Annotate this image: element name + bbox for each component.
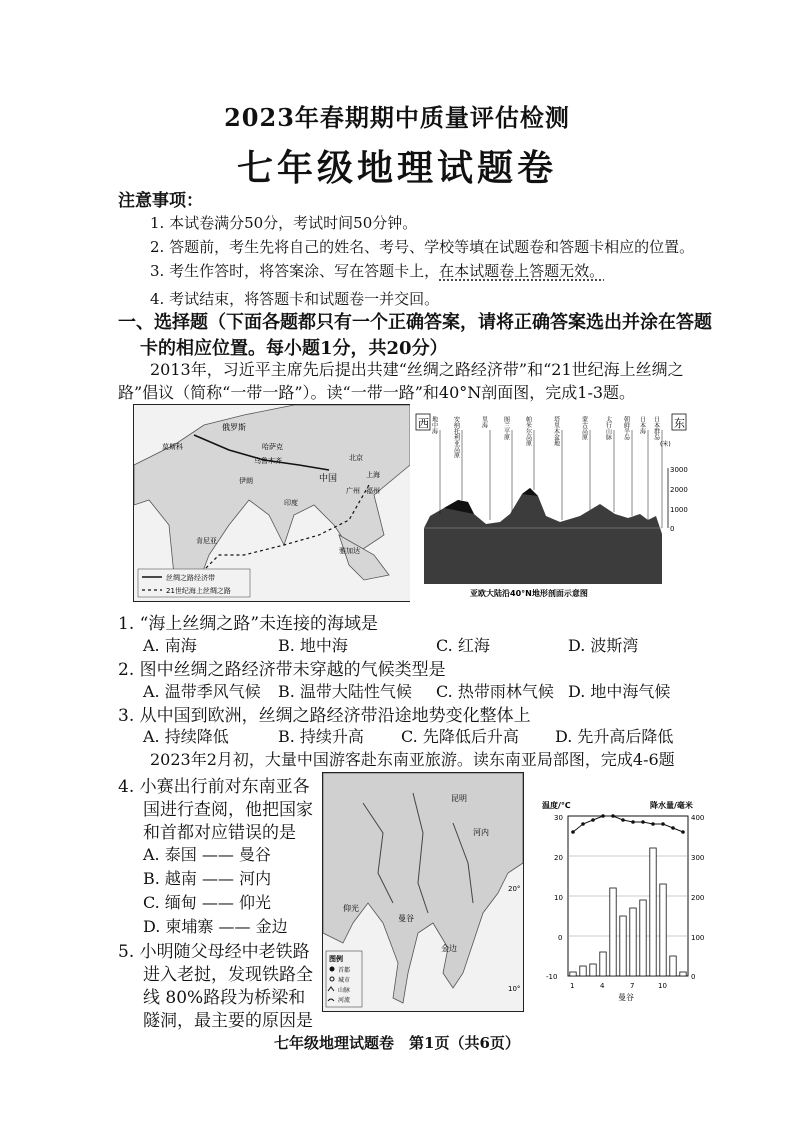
temp-point-month-9 bbox=[651, 822, 655, 826]
belt-road-map bbox=[133, 404, 411, 602]
notice-item-1: 1. 本试卷满分50分，考试时间50分钟。 bbox=[150, 214, 418, 232]
place-pamir: 帕米尔高原 bbox=[524, 416, 532, 446]
precip-bar-month-9 bbox=[650, 848, 656, 976]
terrain-profile-svg bbox=[410, 404, 690, 604]
right-tick-400: 400 bbox=[691, 814, 705, 822]
profile-east-label: 东 bbox=[674, 417, 685, 430]
map2-label-bangkok: 曼谷 bbox=[398, 914, 414, 923]
terrain-profile bbox=[410, 404, 690, 604]
notice-item-3-text: 3. 考生作答时，将答案涂、写在答题卡上， bbox=[150, 262, 440, 280]
legend-capital-label: 首都 bbox=[338, 967, 351, 974]
page-footer: 七年级地理试题卷 第1页（共6页） bbox=[274, 1034, 520, 1052]
question-5-stem-line3: 线 80%路段为桥梁和 bbox=[143, 988, 306, 1008]
map2-legend-title: 图例 bbox=[329, 955, 343, 963]
map1-label-india: 印度 bbox=[284, 499, 298, 507]
question-1-option-c[interactable]: C. 红海 bbox=[436, 636, 490, 655]
place-caspian: 里海 bbox=[480, 416, 488, 428]
precip-bar-month-8 bbox=[640, 900, 646, 976]
place-japan: 日本群岛 bbox=[652, 416, 660, 440]
map1-label-kenya: 肯尼亚 bbox=[196, 537, 217, 545]
question-4-option-a[interactable]: A. 泰国 —— 曼谷 bbox=[143, 845, 271, 864]
profile-unit: (米) bbox=[660, 441, 671, 448]
exam-title-line1: 2023年春期期中质量评估检测 bbox=[224, 103, 570, 132]
temp-point-month-11 bbox=[671, 826, 675, 830]
map1-label-moscow: 莫斯科 bbox=[162, 443, 183, 451]
temp-point-month-4 bbox=[601, 814, 605, 818]
map2-label-yangon: 仰光 bbox=[343, 904, 359, 913]
map2-lat-10: 10° bbox=[508, 985, 521, 993]
climate-chart-svg bbox=[540, 790, 715, 1010]
month-tick-7: 7 bbox=[630, 982, 635, 990]
precip-bar-month-1 bbox=[570, 972, 576, 976]
question-3-option-a[interactable]: A. 持续降低 bbox=[143, 727, 229, 746]
belt-road-map-svg bbox=[134, 405, 410, 601]
section-heading-line1: 一、选择题（下面各题都只有一个正确答案，请将正确答案选出并涂在答题 bbox=[118, 312, 712, 333]
place-sea-of-japan: 日本海 bbox=[638, 416, 646, 434]
question-5-stem-line1: 5. 小明随父母经中老铁路 bbox=[118, 942, 310, 962]
precip-bar-month-11 bbox=[670, 956, 676, 976]
question-2-option-b[interactable]: B. 温带大陆性气候 bbox=[278, 682, 412, 701]
climate-station-name: 曼谷 bbox=[618, 993, 634, 1002]
question-4-stem-line2: 国进行查阅，他把国家 bbox=[143, 800, 313, 820]
question-5-stem-line2: 进入老挝，发现铁路全 bbox=[143, 965, 313, 985]
temp-point-month-2 bbox=[581, 822, 585, 826]
question-4-stem-line3: 和首都对应错误的是 bbox=[143, 823, 296, 843]
exam-title-line2: 七年级地理试题卷 bbox=[236, 147, 557, 189]
question-2-stem: 2. 图中丝绸之路经济带未穿越的气候类型是 bbox=[118, 660, 446, 680]
right-tick-300: 300 bbox=[691, 854, 705, 862]
intro-line1: 2013年，习近平主席先后提出共建“丝绸之路经济带”和“21世纪海上丝绸之 bbox=[150, 360, 684, 379]
southeast-asia-map-svg bbox=[323, 773, 523, 1011]
profile-west-label: 西 bbox=[418, 417, 429, 430]
section-heading-line2: 卡的相应位置。每小题1分，共20分） bbox=[140, 338, 448, 359]
precip-bar-month-4 bbox=[600, 952, 606, 976]
map1-label-urumqi: 乌鲁木齐 bbox=[254, 457, 282, 465]
precip-bar-month-6 bbox=[620, 916, 626, 976]
notice-item-4: 4. 考试结束，将答题卡和试题卷一并交回。 bbox=[150, 290, 440, 308]
question-4-option-c[interactable]: C. 缅甸 —— 仰光 bbox=[143, 893, 272, 912]
place-tarim: 塔里木盆地 bbox=[552, 416, 560, 446]
temp-point-month-10 bbox=[661, 822, 665, 826]
temp-point-month-3 bbox=[591, 818, 595, 822]
map1-label-kazakhstan: 哈萨克 bbox=[262, 443, 283, 451]
left-tick-30: 30 bbox=[554, 814, 563, 822]
temp-point-month-8 bbox=[641, 820, 645, 824]
question-3-option-c[interactable]: C. 先降低后升高 bbox=[401, 727, 519, 746]
precip-bar-month-3 bbox=[590, 964, 596, 976]
left-tick-20: 20 bbox=[554, 854, 563, 862]
right-tick-0: 0 bbox=[691, 973, 696, 981]
map1-label-guangzhou: 广州 bbox=[346, 487, 360, 495]
legend-city-label: 城市 bbox=[338, 977, 351, 984]
place-korea: 朝鲜半岛 bbox=[622, 416, 630, 440]
profile-ytick-1000: 1000 bbox=[670, 506, 688, 514]
right-tick-200: 200 bbox=[691, 894, 705, 902]
southeast-asia-map bbox=[322, 772, 524, 1012]
legend-river-label: 河流 bbox=[338, 997, 351, 1004]
precip-bar-month-5 bbox=[610, 888, 616, 976]
map1-label-beijing: 北京 bbox=[349, 454, 363, 462]
temp-point-month-1 bbox=[571, 830, 575, 834]
notice-title: 注意事项： bbox=[118, 191, 203, 211]
question-4-option-b[interactable]: B. 越南 —— 河内 bbox=[143, 869, 272, 888]
question-4-stem-line1: 4. 小赛出行前对东南亚各 bbox=[118, 777, 310, 797]
precip-bar-month-2 bbox=[580, 966, 586, 976]
left-tick-10: 10 bbox=[554, 894, 563, 902]
left-tick-0: 0 bbox=[558, 934, 563, 942]
map1-label-shanghai: 上海 bbox=[366, 471, 380, 479]
legend-maritime-label: 21世纪海上丝绸之路 bbox=[166, 587, 231, 595]
question-1-option-b[interactable]: B. 地中海 bbox=[278, 636, 348, 655]
intro2-text: 2023年2月初，大量中国游客赴东南亚旅游。读东南亚局部图，完成4-6题 bbox=[150, 750, 675, 769]
notice-item-3-emphasis: 在本试题卷上答题无效。 bbox=[439, 262, 605, 280]
legend-belt-label: 丝绸之路经济带 bbox=[166, 574, 215, 582]
month-tick-10: 10 bbox=[658, 982, 667, 990]
map1-label-russia: 俄罗斯 bbox=[222, 423, 246, 432]
question-3-option-b[interactable]: B. 持续升高 bbox=[278, 727, 364, 746]
notice-item-2: 2. 答题前，考生先将自己的姓名、考号、学校等填在试题卷和答题卡相应的位置。 bbox=[150, 238, 695, 256]
temp-point-month-5 bbox=[611, 814, 615, 818]
profile-caption: 亚欧大陆沿40°N地形剖面示意图 bbox=[470, 589, 588, 598]
legend-mountain-label: 山脉 bbox=[338, 987, 351, 994]
map2-lat-20: 20° bbox=[508, 885, 521, 893]
right-tick-100: 100 bbox=[691, 934, 705, 942]
temp-point-month-7 bbox=[631, 820, 635, 824]
question-2-option-d[interactable]: D. 地中海气候 bbox=[568, 682, 671, 701]
profile-ytick-3000: 3000 bbox=[670, 466, 688, 474]
map1-label-china: 中国 bbox=[319, 474, 338, 484]
month-tick-4: 4 bbox=[600, 982, 605, 990]
place-taihang: 太行山脉 bbox=[604, 416, 612, 440]
climate-left-axis-title: 温度/℃ bbox=[542, 801, 571, 810]
temp-point-month-6 bbox=[621, 818, 625, 822]
place-mediterranean: 地中海 bbox=[430, 416, 438, 434]
notice-item-3 bbox=[150, 260, 604, 281]
question-1-option-a[interactable]: A. 南海 bbox=[143, 636, 197, 655]
month-tick-1: 1 bbox=[570, 982, 575, 990]
place-anatolia: 安纳托利亚高原 bbox=[452, 416, 460, 458]
map2-label-phnom-penh: 金边 bbox=[441, 944, 457, 953]
map2-label-hanoi: 河内 bbox=[473, 828, 489, 837]
question-3-option-d[interactable]: D. 先升高后降低 bbox=[555, 727, 674, 746]
precip-bar-month-10 bbox=[660, 884, 666, 976]
question-1-option-d[interactable]: D. 波斯湾 bbox=[568, 636, 639, 655]
precip-bar-month-7 bbox=[630, 908, 636, 976]
map1-label-iran: 伊朗 bbox=[239, 477, 253, 485]
question-2-option-a[interactable]: A. 温带季风气候 bbox=[143, 682, 261, 701]
climate-right-axis-title: 降水量/毫米 bbox=[650, 801, 693, 810]
question-4-option-d[interactable]: D. 柬埔寨 —— 金边 bbox=[143, 917, 288, 936]
bangkok-climate-chart bbox=[540, 790, 715, 1010]
map1-label-fuzhou: 福州 bbox=[366, 487, 380, 495]
place-turan: 图兰平原 bbox=[502, 416, 510, 440]
question-1-stem: 1. “海上丝绸之路”未连接的海域是 bbox=[118, 614, 379, 634]
left-tick-neg10: -10 bbox=[546, 973, 558, 981]
question-3-stem: 3. 从中国到欧洲，丝绸之路经济带沿途地势变化整体上 bbox=[118, 706, 531, 726]
question-5-stem-line4: 隧洞，最主要的原因是 bbox=[143, 1011, 313, 1031]
legend-capital-symbol bbox=[330, 967, 335, 972]
precip-bar-month-12 bbox=[680, 972, 686, 976]
profile-ytick-2000: 2000 bbox=[670, 486, 688, 494]
intro-line2: 路”倡议（简称“一带一路”）。读“一带一路”和40°N剖面图，完成1-3题。 bbox=[118, 383, 636, 402]
temp-point-month-12 bbox=[681, 830, 685, 834]
question-2-option-c[interactable]: C. 热带雨林气候 bbox=[436, 682, 554, 701]
profile-ytick-0: 0 bbox=[670, 525, 675, 533]
place-mongolia: 蒙古高原 bbox=[580, 416, 588, 440]
map2-label-kunming: 昆明 bbox=[451, 794, 467, 803]
map1-label-jakarta: 雅加达 bbox=[339, 547, 360, 555]
